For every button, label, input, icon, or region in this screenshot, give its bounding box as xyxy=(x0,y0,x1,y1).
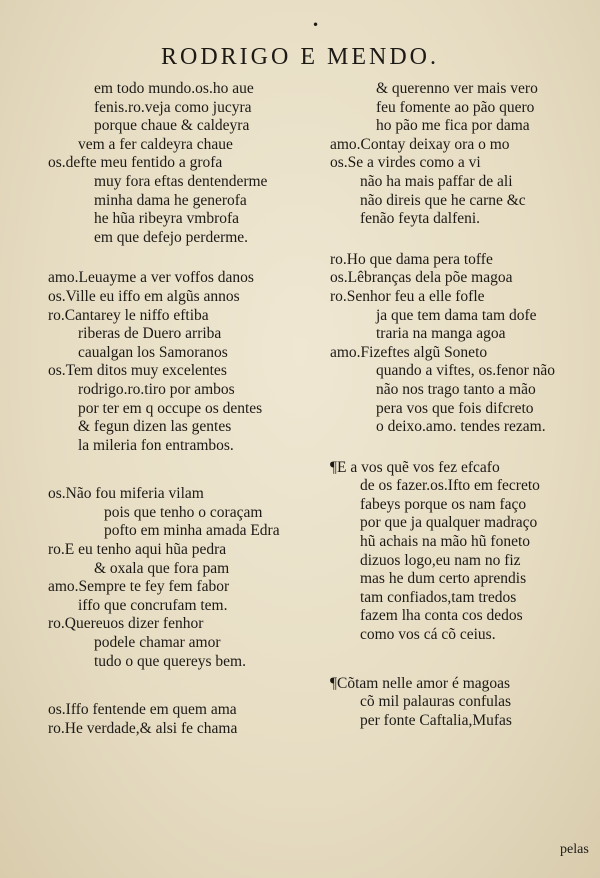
verse-line: pera vos que fois difcreto xyxy=(376,399,534,417)
verse-line: fenis.ro.veja como jucyra xyxy=(94,98,252,116)
verse-line: tam confiados,tam tredos xyxy=(360,588,517,606)
catchword: pelas xyxy=(560,842,589,857)
left-stanza-1 xyxy=(48,80,338,247)
verse-line: quando a viftes, os.fenor não xyxy=(376,362,556,380)
verse-line: por que ja qualquer madraço xyxy=(360,514,538,532)
right-stanza-1 xyxy=(330,80,598,229)
verse-line: rodrigo.ro.tiro por ambos xyxy=(78,380,235,398)
verse-line: ¶Cõtam nelle amor é magoas xyxy=(330,674,511,692)
verse-line: & fegun dizen las gentes xyxy=(78,418,232,436)
verse-line: em que defejo perderme. xyxy=(94,228,249,246)
verse-line: ho pão me fica por dama xyxy=(376,117,530,135)
verse-line: ro.He verdade,& alsi fe chama xyxy=(48,719,238,737)
verse-line: fabeys porque os nam faço xyxy=(360,495,527,513)
verse-line: ¶E a vos quẽ vos fez efcafo xyxy=(330,458,500,476)
right-column xyxy=(330,80,598,730)
running-head: RODRIGO E MENDO. xyxy=(161,44,439,70)
verse-line: ja que tem dama tam dofe xyxy=(376,306,537,324)
verse-line: os.Lêbranças dela põe magoa xyxy=(330,269,513,287)
right-stanza-2 xyxy=(330,251,598,437)
left-column xyxy=(48,80,338,738)
verse-line: ro.Quereuos dizer fenhor xyxy=(48,615,204,633)
right-stanza-3 xyxy=(330,459,598,645)
verse-line: hũ achais na mão hũ foneto xyxy=(360,533,531,551)
verse-line: ro.Ho que dama pera toffe xyxy=(330,250,493,268)
verse-line: pois que tenho o coraçam xyxy=(104,503,263,521)
verse-line: pofto em minha amada Edra xyxy=(104,522,280,540)
verse-line: per fonte Caftalia,Mufas xyxy=(360,711,512,729)
verse-line: ro.Senhor feu a elle fofle xyxy=(330,287,485,305)
verse-line: he hũa ribeyra vmbrofa xyxy=(94,210,240,228)
verse-line: vem a fer caldeyra chaue xyxy=(78,135,233,153)
verse-line: tudo o que quereys bem. xyxy=(94,652,246,670)
verse-line: podele chamar amor xyxy=(94,634,221,652)
left-stanza-4 xyxy=(48,701,338,738)
verse-line: os.Ville eu iffo em algũs annos xyxy=(48,287,240,305)
verse-line: iffo que concrufam tem. xyxy=(78,596,228,614)
verse-line: amo.Fizeftes algũ Soneto xyxy=(330,343,488,361)
verse-line: & querenno ver mais vero xyxy=(376,80,538,97)
verse-line: dizuos logo,eu nam no fiz xyxy=(360,551,521,569)
verse-line: porque chaue & caldeyra xyxy=(94,117,250,135)
verse-line: fazem lha conta cos dedos xyxy=(360,607,523,625)
verse-line: não ha mais paffar de ali xyxy=(360,172,513,190)
verse-line: & oxala que fora pam xyxy=(94,559,230,577)
verse-line: ro.Cantarey le niffo eftiba xyxy=(48,306,209,324)
verse-line: por ter em q occupe os dentes xyxy=(78,399,263,417)
verse-line: os.Se a virdes como a vi xyxy=(330,154,481,172)
verse-line: amo.Contay deixay ora o mo xyxy=(330,135,510,153)
left-stanza-3 xyxy=(48,485,338,671)
verse-line: não nos trago tanto a mão xyxy=(376,380,536,398)
verse-line: amo.Leuayme a ver voffos danos xyxy=(48,269,254,287)
verse-line: feu fomente ao pão quero xyxy=(376,98,535,116)
verse-line: como vos cá cõ ceius. xyxy=(360,626,496,644)
verse-line: traria na manga agoa xyxy=(376,325,506,343)
verse-line: mas he dum certo aprendis xyxy=(360,570,527,588)
verse-line: riberas de Duero arriba xyxy=(78,325,222,343)
verse-line: muy fora eftas dentenderme xyxy=(94,172,268,190)
verse-line: fenão feyta dalfeni. xyxy=(360,210,481,228)
verse-line: ro.E eu tenho aqui hũa pedra xyxy=(48,541,227,559)
verse-line: amo.Sempre te fey fem fabor xyxy=(48,578,230,596)
page-mark: • xyxy=(312,18,320,32)
verse-line: la mileria fon entrambos. xyxy=(78,436,234,454)
verse-line: em todo mundo.os.ho aue xyxy=(94,80,254,97)
verse-line: cõ mil palauras confulas xyxy=(360,693,512,711)
verse-line: minha dama he generofa xyxy=(94,191,247,209)
right-stanza-4 xyxy=(330,675,598,731)
left-stanza-2 xyxy=(48,269,338,455)
verse-line: de os fazer.os.Ifto em fecreto xyxy=(360,477,540,495)
verse-line: os.Não fou miferia vilam xyxy=(48,485,204,503)
verse-line: o deixo.amo. tendes rezam. xyxy=(376,418,546,436)
verse-line: caualgan los Samoranos xyxy=(78,343,228,361)
verse-line: os.Tem ditos muy excelentes xyxy=(48,362,227,380)
verse-line: os.defte meu fentido a grofa xyxy=(48,154,223,172)
verse-line: não direis que he carne &c xyxy=(360,191,526,209)
verse-line: os.Iffo fentende em quem ama xyxy=(48,701,237,719)
